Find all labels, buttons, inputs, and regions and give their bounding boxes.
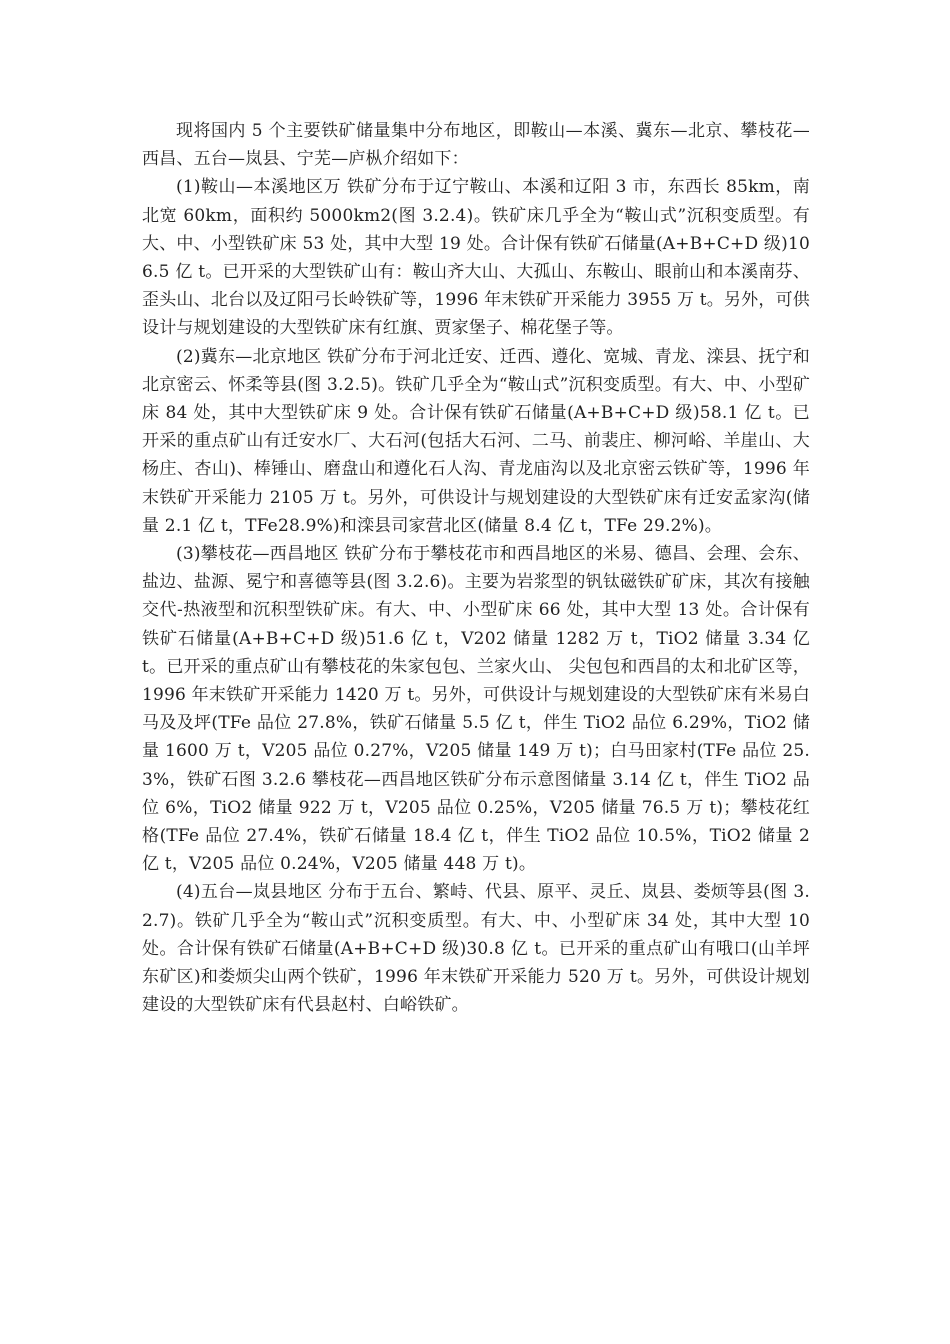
document-body bbox=[142, 117, 810, 1020]
anshan-benxi-paragraph: (1)鞍山—本溪地区万 铁矿分布于辽宁鞍山、本溪和辽阳 3 市，东西长 85km，南北宽 60km，面积约 5000km2(图 3.2.4)。铁矿床几乎全为“鞍山式”沉积变质型。有大、中、小型铁矿床 53 处，其中大型 19 处。合计保有铁矿石储量(A+B+C+D 级)106.5 亿 t。已开采的大型铁矿山有：鞍山齐大山、大孤山、东鞍山、眼前山和本溪南芬、歪头山、北台以及辽阳弓长岭铁矿等，1996 年末铁矿开采能力 3955 万 t。另外，可供设计与规划建设的大型铁矿床有红旗、贾家堡子、棉花堡子等。 bbox=[142, 177, 810, 339]
wutai-lanxian-paragraph: (4)五台—岚县地区 分布于五台、繁峙、代县、原平、灵丘、岚县、娄烦等县(图 3.2.7)。铁矿几乎全为“鞍山式”沉积变质型。有大、中、小型矿床 34 处，其中大型 10 处。合计保有铁矿石储量(A+B+C+D 级)30.8 亿 t。已开采的重点矿山有哦口(山羊坪东矿区)和娄烦尖山两个铁矿，1996 年末铁矿开采能力 520 万 t。另外，可供设计规划建设的大型铁矿床有代县赵村、白峪铁矿。 bbox=[142, 882, 810, 1016]
jidong-beijing-paragraph: (2)冀东—北京地区 铁矿分布于河北迁安、迁西、遵化、宽城、青龙、滦县、抚宁和北京密云、怀柔等县(图 3.2.5)。铁矿几乎全为“鞍山式”沉积变质型。有大、中、小型矿床 84 处，其中大型铁矿床 9 处。合计保有铁矿石储量(A+B+C+D 级)58.1 亿 t。已开采的重点矿山有迁安水厂、大石河(包括大石河、二马、前裴庄、柳河峪、羊崖山、大杨庄、杏山)、棒锤山、磨盘山和遵化石人沟、青龙庙沟以及北京密云铁矿等，1996 年末铁矿开采能力 2105 万 t。另外，可供设计与规划建设的大型铁矿床有迁安孟家沟(储量 2.1 亿 t，TFe28.9%)和滦县司家营北区(储量 8.4 亿 t，TFe 29.2%)。 bbox=[142, 346, 810, 536]
panzhihua-xichang-paragraph: (3)攀枝花—西昌地区 铁矿分布于攀枝花市和西昌地区的米易、德昌、会理、会东、盐边、盐源、冕宁和喜德等县(图 3.2.6)。主要为岩浆型的钒钛磁铁矿矿床，其次有接触交代-热液型和沉积型铁矿床。有大、中、小型矿床 66 处，其中大型 13 处。合计保有铁矿石储量(A+B+C+D 级)51.6 亿 t，V202 储量 1282 万 t，TiO2 储量 3.34 亿 t。已开采的重点矿山有攀枝花的朱家包包、兰家火山、 尖包包和西昌的太和北矿区等，1996 年末铁矿开采能力 1420 万 t。另外，可供设计与规划建设的大型铁矿床有米易白马及及坪(TFe 品位 27.8%，铁矿石储量 5.5 亿 t，伴生 TiO2 品位 6.29%，TiO2 储量 1600 万 t，V205 品位 0.27%，V205 储量 149 万 t)；白马田家村(TFe 品位 25.3%，铁矿石图 3.2.6 攀枝花—西昌地区铁矿分布示意图储量 3.14 亿 t，伴生 TiO2 品位 6%，TiO2 储量 922 万 t，V205 品位 0.25%，V205 储量 76.5 万 t)；攀枝花红格(TFe 品位 27.4%，铁矿石储量 18.4 亿 t，伴生 TiO2 品位 10.5%，TiO2 储量 2 亿 t，V205 品位 0.24%，V205 储量 448 万 t)。 bbox=[142, 544, 810, 875]
intro-paragraph: 现将国内 5 个主要铁矿储量集中分布地区，即鞍山—本溪、冀东—北京、攀枝花—西昌、五台—岚县、宁芜—庐枞介绍如下： bbox=[142, 121, 810, 170]
